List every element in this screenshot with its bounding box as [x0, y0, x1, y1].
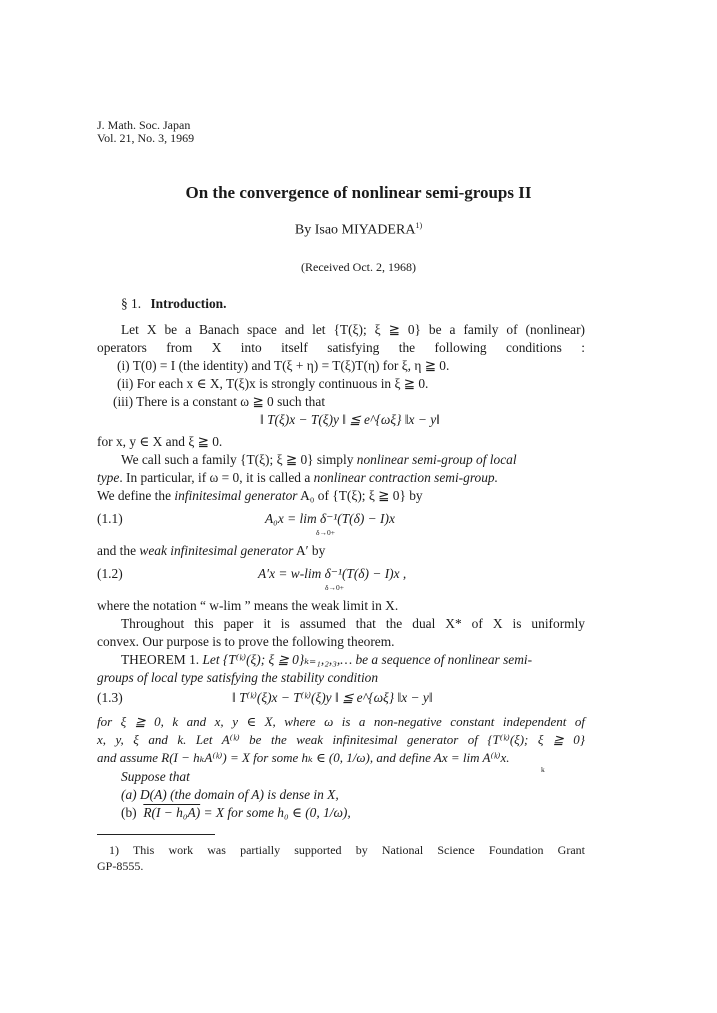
text-span: We define the	[97, 488, 175, 503]
theorem-line	[121, 651, 585, 669]
author-name: MIYADERA	[341, 222, 416, 238]
limit-subscript: δ→0+	[316, 528, 336, 537]
text-span: (b)	[121, 805, 137, 820]
text-span: . In particular, if ω = 0, it is called a	[119, 470, 314, 485]
body-line: convex. Our purpose is to prove the following theorem.	[97, 634, 395, 649]
theorem-line: x, y, ξ and k. Let A⁽ᵏ⁾ be the weak infinitesimal generator of {T⁽ᵏ⁾(ξ); ξ ≧ 0}	[97, 732, 585, 747]
body-line: operators from X into itself satisfying the following conditions :	[97, 340, 585, 355]
text-span: type	[97, 470, 120, 485]
author-line	[0, 221, 717, 239]
limit-subscript: δ→0+	[325, 583, 345, 592]
section-number: § 1.	[121, 296, 142, 311]
text-span: A′ by	[293, 543, 326, 558]
body-line: Throughout this paper it is assumed that the dual X* of X is uniformly	[121, 616, 585, 631]
theorem-label: THEOREM 1.	[121, 652, 200, 667]
condition-a: (a) D(A) (the domain of A) is dense in X,	[121, 787, 339, 802]
text-span: Let {T⁽ᵏ⁾(ξ); ξ ≧ 0}ₖ₌₁,₂,₃,… be a sequence of nonlinear semi-	[202, 652, 533, 667]
equation-1-1: A₀x = lim δ⁻¹(T(δ) − I)x	[265, 511, 395, 526]
body-line	[97, 542, 585, 560]
paper-title: On the convergence of nonlinear semi-groups II	[185, 183, 532, 202]
received-date: (Received Oct. 2, 1968)	[301, 260, 416, 274]
body-line: Let X be a Banach space and let {T(ξ); ξ ≧ 0} be a family of (nonlinear)	[121, 322, 585, 337]
equation-1-2: A′x = w-lim δ⁻¹(T(δ) − I)x ,	[258, 566, 407, 581]
section-heading	[121, 296, 226, 312]
condition-iii: (iii) There is a constant ω ≧ 0 such that	[113, 394, 326, 409]
theorem-line: Suppose that	[121, 769, 190, 784]
journal-name: J. Math. Soc. Japan	[97, 118, 191, 132]
equation-number: (1.3)	[97, 690, 123, 705]
equation-number: (1.1)	[97, 511, 123, 526]
footnote-line: GP-8555.	[97, 859, 144, 873]
text-span: R(I − h₀A)	[143, 805, 201, 820]
theorem-line: and assume R(I − hₖA⁽ᵏ⁾) = X for some hₖ ∈ (0, 1/ω), and define Ax = lim A⁽ᵏ⁾x.	[97, 750, 510, 765]
text-span: nonlinear semi-group of local	[356, 452, 517, 467]
equation-1-3: ‖ T⁽ᵏ⁾(ξ)x − T⁽ᵏ⁾(ξ)y ‖ ≦ e^{ωξ} ‖x − y‖	[232, 690, 433, 705]
journal-volume: Vol. 21, No. 3, 1969	[97, 131, 195, 145]
text-span: We call such a family {T(ξ); ξ ≧ 0} simply	[121, 452, 357, 467]
text-span: nonlinear contraction semi-group.	[313, 470, 498, 485]
condition-i: (i) T(0) = I (the identity) and T(ξ + η) = T(ξ)T(η) for ξ, η ≧ 0.	[117, 358, 450, 373]
equation-number: (1.2)	[97, 566, 123, 581]
text-span: weak infinitesimal generator	[139, 543, 294, 558]
body-line: for x, y ∈ X and ξ ≧ 0.	[97, 434, 223, 449]
body-line	[97, 469, 585, 487]
body-line	[121, 451, 585, 469]
limit-subscript: k	[541, 765, 545, 774]
author-prefix: By Isao	[294, 222, 339, 238]
inequality-1: ‖ T(ξ)x − T(ξ)y ‖ ≦ e^{ωξ} ‖x − y‖	[260, 412, 440, 427]
footnote-line: 1) This work was partially supported by National Science Foundation Grant	[109, 843, 585, 857]
condition-ii: (ii) For each x ∈ X, T(ξ)x is strongly continuous in ξ ≧ 0.	[117, 376, 429, 391]
theorem-line: for ξ ≧ 0, k and x, y ∈ X, where ω is a non-negative constant independent of	[97, 714, 585, 729]
footnote-rule	[97, 834, 215, 835]
text-span: infinitesimal generator	[174, 488, 298, 503]
text-span: and the	[97, 543, 140, 558]
text-span: A₀ of {T(ξ); ξ ≧ 0} by	[297, 488, 423, 503]
theorem-line: groups of local type satisfying the stability condition	[97, 670, 379, 685]
body-line	[97, 487, 585, 505]
section-title: Introduction.	[150, 296, 227, 311]
author-footnote-mark: 1)	[415, 221, 423, 230]
body-line: where the notation “ w-lim ” means the weak limit in X.	[97, 598, 399, 613]
condition-b	[121, 804, 585, 822]
text-span: = X for some h₀ ∈ (0, 1/ω),	[200, 805, 351, 820]
